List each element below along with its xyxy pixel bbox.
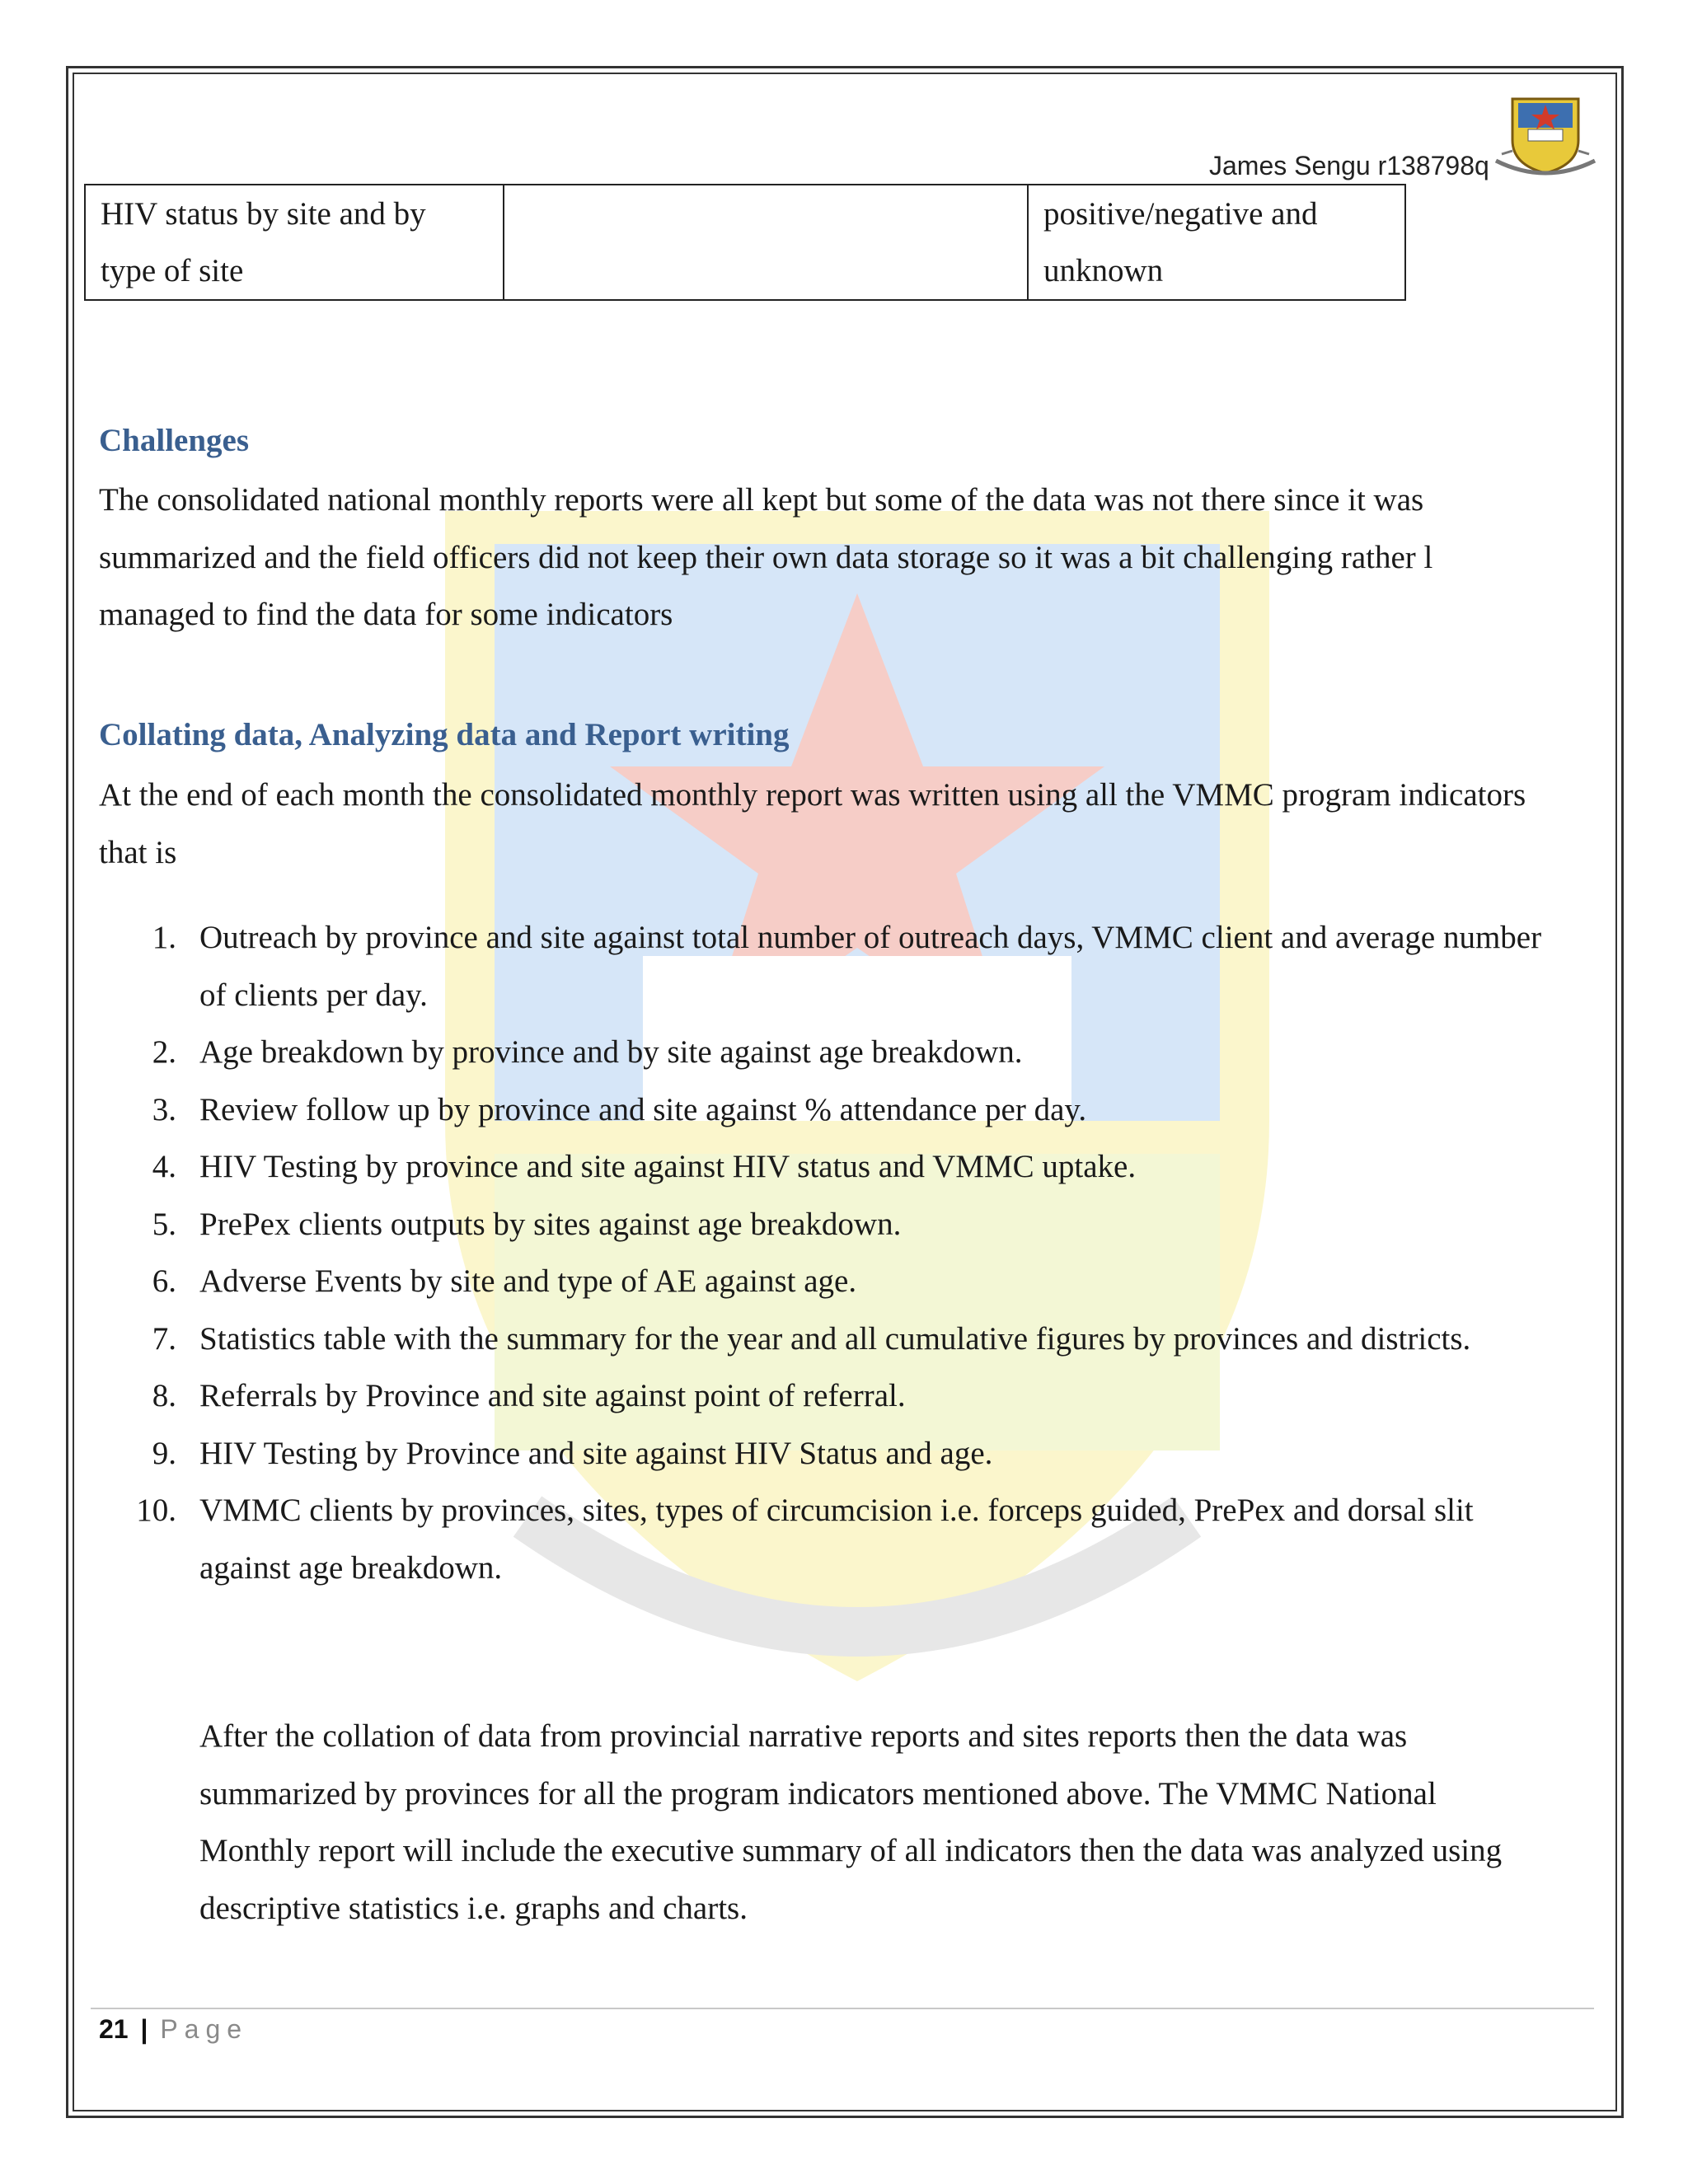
list-item-text: Adverse Events by site and type of AE against age. [199,1263,857,1299]
indicator-table [84,184,1406,301]
indicator-list [99,909,1599,1596]
paragraph-line: After the collation of data from provincial narrative reports and sites reports then the data was [199,1718,1408,1754]
list-number: 9. [152,1435,176,1471]
list-number: 8. [152,1378,176,1413]
challenges-paragraph [99,471,1582,644]
list-item [99,1138,1599,1196]
list-item-text: Referrals by Province and site against point of referral. [199,1378,906,1413]
list-number: 10. [136,1493,176,1528]
list-item-text: Age breakdown by province and by site against age breakdown. [199,1034,1023,1070]
list-number: 7. [152,1320,176,1357]
list-item-text: HIV Testing by province and site against HIV status and VMMC uptake. [199,1149,1137,1184]
page-number: 21 [99,2014,129,2044]
table-cell-text: HIV status by site and by [101,196,426,232]
list-item-text: HIV Testing by Province and site against HIV Status and age. [199,1435,993,1471]
list-item [99,1310,1599,1368]
list-item-text: VMMC clients by provinces, sites, types of circumcision i.e. forceps guided, PrePex and dorsal slit [199,1493,1474,1528]
list-item-text: Review follow up by province and site against % attendance per day. [199,1091,1087,1127]
list-item [99,909,1599,1024]
paragraph-line: The consolidated national monthly reports were all kept but some of the data was not there since it was [99,482,1424,518]
table-cell-indicator [85,185,504,300]
paragraph-line: summarized by provinces for all the program indicators mentioned above. The VMMC National [199,1775,1437,1811]
paragraph-line: that is [99,834,177,870]
list-item [99,1196,1599,1254]
list-item [99,1482,1599,1596]
list-number: 1. [152,920,176,955]
list-number: 3. [152,1091,176,1127]
list-item-text: PrePex clients outputs by sites against age breakdown. [199,1206,902,1242]
paragraph-line: Monthly report will include the executive summary of all indicators then the data was analyzed using [199,1833,1503,1868]
table-cell-text: type of site [101,253,244,288]
list-item-text: Statistics table with the summary for the year and all cumulative figures by provinces and districts. [199,1320,1471,1357]
collating-paragraph [99,766,1582,881]
table-cell-text: positive/negative and [1043,196,1318,232]
page-footer [99,2014,248,2045]
summary-paragraph [199,1708,1502,1937]
list-item [99,1425,1599,1483]
university-crest-icon [1492,95,1599,181]
paragraph-line: summarized and the field officers did not keep their own data storage so it was a bit challenging rather l [99,539,1433,575]
list-number: 4. [152,1149,176,1184]
list-item-text: Outreach by province and site against total number of outreach days, VMMC client and average number [199,920,1542,955]
collating-heading: Collating data, Analyzing data and Report writing [99,717,790,752]
list-item-text: of clients per day. [199,977,428,1013]
list-number: 2. [152,1034,176,1070]
table-cell-text: unknown [1043,253,1164,288]
footer-divider [91,2008,1594,2009]
page-label: Page [160,2014,249,2044]
list-number: 5. [152,1206,176,1242]
list-item [99,1081,1599,1139]
footer-separator: | [140,2014,148,2044]
table-cell-empty [504,185,1028,300]
paragraph-line: descriptive statistics i.e. graphs and charts. [199,1890,748,1926]
paragraph-line: At the end of each month the consolidated monthly report was written using all the VMMC program indicators [99,777,1526,813]
challenges-heading: Challenges [99,423,250,458]
list-item [99,1024,1599,1081]
header-author: James Sengu r138798q [1209,151,1489,180]
list-item-text: against age breakdown. [199,1549,503,1586]
list-item [99,1253,1599,1310]
list-number: 6. [152,1263,176,1299]
table-row [85,185,1405,300]
list-item [99,1367,1599,1425]
paragraph-line: managed to find the data for some indicators [99,597,673,632]
table-cell-disaggregation [1028,185,1405,300]
